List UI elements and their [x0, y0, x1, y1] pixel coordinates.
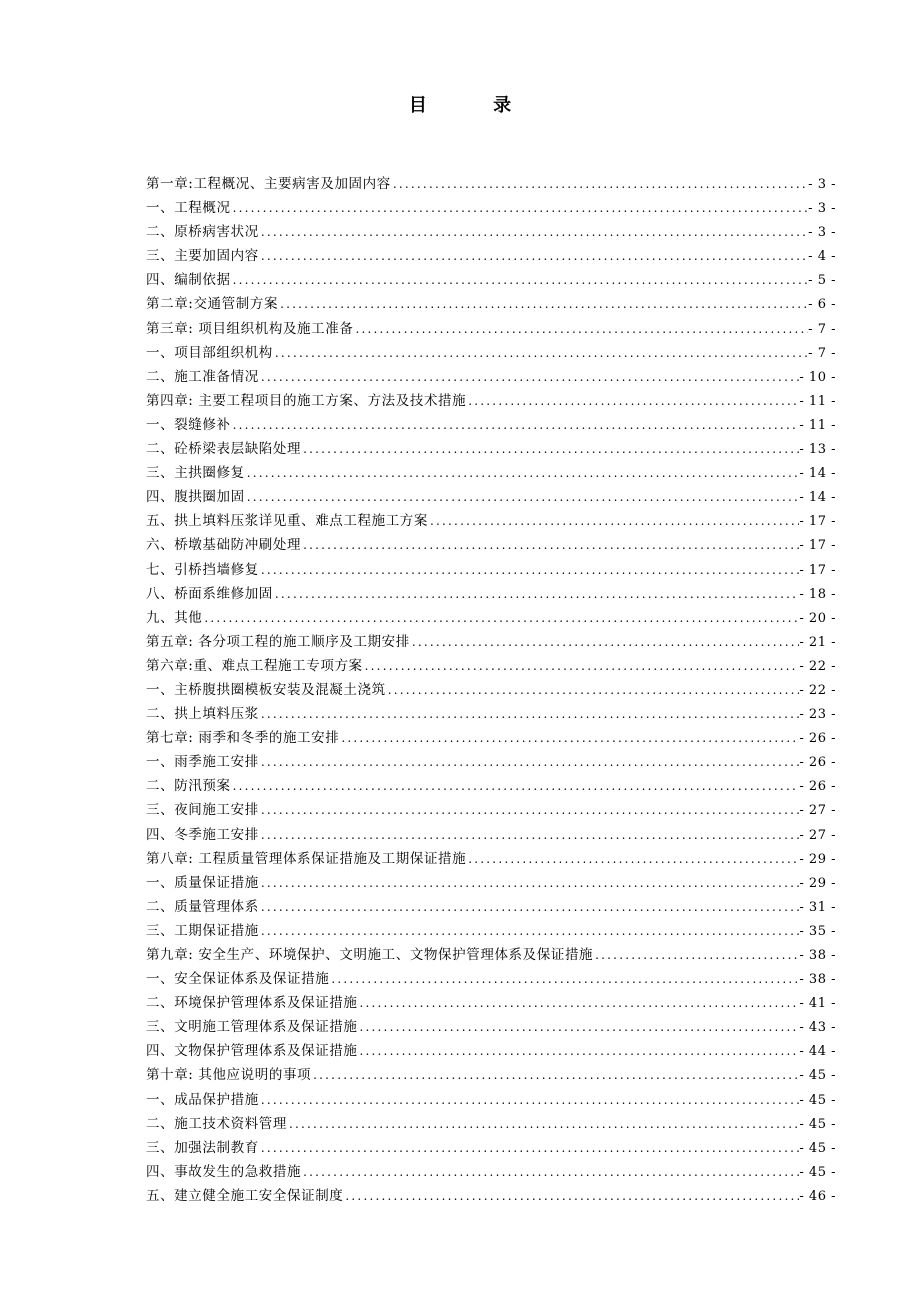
toc-dot-leader [259, 798, 800, 822]
toc-entry-page-number: - 3 - [808, 225, 836, 241]
toc-dot-leader [593, 943, 799, 967]
toc-entry[interactable] [146, 268, 836, 292]
toc-entry-page-number: - 41 - [799, 996, 836, 1012]
toc-dot-leader [428, 509, 799, 533]
toc-entry-title: 第四章: 主要工程项目的施工方案、方法及技术措施 [146, 392, 467, 409]
toc-dot-leader [259, 919, 800, 943]
toc-dot-leader [466, 389, 799, 413]
toc-dot-leader [343, 1184, 799, 1208]
toc-entry[interactable] [146, 991, 836, 1015]
toc-entry[interactable] [146, 967, 836, 991]
toc-dot-leader [259, 244, 808, 268]
toc-dot-leader [278, 292, 808, 316]
toc-entry-title: 二、砼桥梁表层缺陷处理 [146, 441, 302, 458]
toc-entry-title: 一、项目部组织机构 [146, 344, 273, 361]
toc-entry-page-number: - 17 - [799, 538, 836, 554]
toc-entry-page-number: - 11 - [799, 393, 836, 409]
toc-entry-title: 第十章: 其他应说明的事项 [146, 1067, 312, 1084]
toc-entry-title: 二、施工技术资料管理 [146, 1115, 287, 1132]
toc-entry-page-number: - 3 - [808, 177, 836, 192]
toc-entry-title: 三、主拱圈修复 [146, 465, 245, 482]
toc-entry-title: 一、雨季施工安排 [146, 754, 259, 771]
toc-entry-page-number: - 27 - [799, 827, 836, 843]
toc-entry[interactable] [146, 630, 836, 654]
toc-entry-page-number: - 29 - [799, 875, 836, 891]
toc-entry-page-number: - 20 - [799, 610, 836, 626]
page-title: 目 录 [408, 95, 542, 116]
toc-dot-leader [301, 1160, 799, 1184]
toc-entry[interactable] [146, 220, 836, 244]
toc-entry-page-number: - 7 - [808, 321, 836, 337]
toc-entry-page-number: - 17 - [799, 562, 836, 578]
toc-entry-page-number: - 35 - [799, 923, 836, 939]
toc-entry-page-number: - 29 - [799, 851, 836, 867]
toc-entry-page-number: - 14 - [799, 466, 836, 482]
toc-entry[interactable] [146, 1184, 836, 1208]
toc-entry-title: 三、工期保证措施 [146, 922, 259, 939]
toc-entry-title: 七、引桥挡墙修复 [146, 561, 259, 578]
toc-dot-leader [287, 1112, 799, 1136]
toc-entry-title: 二、原桥病害状况 [146, 224, 259, 241]
toc-entry-page-number: - 27 - [799, 803, 836, 819]
toc-entry[interactable] [146, 365, 836, 389]
toc-entry-page-number: - 3 - [808, 201, 836, 217]
toc-entry-title: 第七章: 雨季和冬季的施工安排 [146, 730, 340, 747]
toc-entry-page-number: - 45 - [799, 1068, 836, 1084]
toc-entry-title: 四、事故发生的急救措施 [146, 1163, 302, 1180]
toc-entry-page-number: - 44 - [799, 1044, 836, 1060]
toc-entry-page-number: - 22 - [799, 658, 836, 674]
toc-entry-page-number: - 11 - [799, 417, 836, 433]
toc-entry-title: 四、腹拱圈加固 [146, 489, 245, 506]
toc-dot-leader [245, 461, 800, 485]
toc-entry-title: 四、编制依据 [146, 272, 231, 289]
toc-entry-title: 第一章:工程概况、主要病害及加固内容 [146, 176, 391, 192]
toc-entry-page-number: - 14 - [799, 490, 836, 506]
toc-dot-leader [273, 341, 808, 365]
toc-entry-title: 三、加强法制教育 [146, 1139, 259, 1156]
toc-entry[interactable] [146, 1088, 836, 1112]
toc-entry-page-number: - 26 - [799, 755, 836, 771]
toc-dot-leader [311, 1063, 799, 1087]
toc-entry-page-number: - 22 - [799, 682, 836, 698]
toc-dot-leader [466, 847, 799, 871]
toc-entry[interactable] [146, 196, 836, 220]
toc-dot-leader [231, 774, 800, 798]
toc-entry-title: 三、夜间施工安排 [146, 802, 259, 819]
toc-dot-leader [231, 196, 809, 220]
toc-entry-page-number: - 45 - [799, 1140, 836, 1156]
toc-entry[interactable] [146, 943, 836, 967]
toc-entry[interactable] [146, 533, 836, 557]
toc-dot-leader [202, 606, 799, 630]
toc-entry-title: 一、安全保证体系及保证措施 [146, 971, 330, 988]
toc-entry-page-number: - 7 - [808, 345, 836, 361]
toc-dot-leader [259, 702, 800, 726]
toc-entry[interactable] [146, 437, 836, 461]
toc-entry-title: 二、施工准备情况 [146, 368, 259, 385]
toc-entry-page-number: - 46 - [799, 1188, 836, 1204]
toc-entry-title: 一、质量保证措施 [146, 874, 259, 891]
toc-entry-title: 一、主桥腹拱圈模板安装及混凝土浇筑 [146, 681, 386, 698]
toc-entry-page-number: - 5 - [808, 273, 836, 289]
toc-entry[interactable] [146, 582, 836, 606]
toc-entry-page-number: - 45 - [799, 1092, 836, 1108]
toc-dot-leader [259, 558, 800, 582]
toc-dot-leader [386, 678, 800, 702]
toc-dot-leader [245, 485, 800, 509]
toc-entry[interactable] [146, 654, 836, 678]
toc-entry-page-number: - 23 - [799, 707, 836, 723]
toc-entry-page-number: - 4 - [808, 249, 836, 265]
toc-entry-title: 第六章:重、难点工程施工专项方案 [146, 657, 363, 674]
toc-entry-page-number: - 38 - [799, 972, 836, 988]
toc-dot-leader [259, 220, 808, 244]
toc-entry-title: 第二章:交通管制方案 [146, 296, 279, 313]
toc-entry-page-number: - 21 - [799, 634, 836, 650]
toc-entry-title: 第八章: 工程质量管理体系保证措施及工期保证措施 [146, 850, 467, 867]
toc-entry[interactable] [146, 606, 836, 630]
toc-entry-title: 二、质量管理体系 [146, 898, 259, 915]
toc-entry-page-number: - 18 - [799, 586, 836, 602]
toc-entry-page-number: - 31 - [799, 899, 836, 915]
toc-entry[interactable] [146, 172, 836, 196]
toc-entry[interactable] [146, 558, 836, 582]
toc-dot-leader [259, 750, 800, 774]
toc-dot-leader [410, 630, 800, 654]
toc-entry[interactable] [146, 485, 836, 509]
toc-entry-title: 四、文物保护管理体系及保证措施 [146, 1043, 358, 1060]
toc-entry-title: 六、桥墩基础防冲刷处理 [146, 537, 302, 554]
toc-entry[interactable] [146, 413, 836, 437]
toc-dot-leader [391, 172, 808, 196]
toc-entry-title: 第三章: 项目组织机构及施工准备 [146, 320, 354, 337]
toc-entry-title: 第九章: 安全生产、环境保护、文明施工、文物保护管理体系及保证措施 [146, 947, 594, 963]
toc-dot-leader [358, 1015, 800, 1039]
toc-entry[interactable] [146, 871, 836, 895]
toc-entry[interactable] [146, 798, 836, 822]
toc-entry-title: 一、裂缝修补 [146, 416, 231, 433]
toc-entry-title: 五、拱上填料压浆详见重、难点工程施工方案 [146, 513, 428, 530]
toc-entry[interactable] [146, 292, 836, 316]
toc-entry-page-number: - 45 - [799, 1164, 836, 1180]
toc-entry-title: 九、其他 [146, 609, 203, 626]
toc-entry-title: 二、防汛预案 [146, 778, 231, 795]
toc-dot-leader [329, 967, 799, 991]
toc-dot-leader [259, 1088, 800, 1112]
toc-dot-leader [301, 533, 799, 557]
toc-dot-leader [273, 582, 800, 606]
toc-entry-page-number: - 45 - [799, 1116, 836, 1132]
toc-entry[interactable] [146, 317, 836, 341]
toc-dot-leader [301, 437, 799, 461]
toc-entry[interactable] [146, 750, 836, 774]
toc-entry[interactable] [146, 678, 836, 702]
toc-entry[interactable] [146, 1136, 836, 1160]
toc-dot-leader [259, 1136, 800, 1160]
toc-entry[interactable] [146, 702, 836, 726]
toc-entry-page-number: - 10 - [799, 369, 836, 385]
toc-entry[interactable] [146, 1015, 836, 1039]
toc-entry[interactable] [146, 895, 836, 919]
toc-entry[interactable] [146, 1160, 836, 1184]
toc-entry[interactable] [146, 847, 836, 871]
toc-dot-leader [353, 317, 808, 341]
toc-entry-page-number: - 13 - [799, 442, 836, 458]
toc-entry-title: 二、环境保护管理体系及保证措施 [146, 995, 358, 1012]
toc-entry-title: 五、建立健全施工安全保证制度 [146, 1187, 344, 1204]
toc-dot-leader [363, 654, 800, 678]
toc-entry-page-number: - 17 - [799, 514, 836, 530]
toc-entry-title: 一、工程概况 [146, 200, 231, 217]
toc-entry[interactable] [146, 341, 836, 365]
toc-entry-page-number: - 43 - [799, 1020, 836, 1036]
toc-entry-page-number: - 26 - [799, 779, 836, 795]
toc-entry-title: 第五章: 各分项工程的施工顺序及工期安排 [146, 633, 410, 650]
toc-entry[interactable] [146, 1039, 836, 1063]
toc-entry-page-number: - 26 - [799, 731, 836, 747]
toc-list [146, 172, 836, 1208]
toc-dot-leader [358, 991, 800, 1015]
toc-entry[interactable] [146, 1063, 836, 1087]
toc-entry-title: 三、文明施工管理体系及保证措施 [146, 1019, 358, 1036]
toc-dot-leader [259, 871, 800, 895]
toc-entry[interactable] [146, 823, 836, 847]
toc-dot-leader [358, 1039, 800, 1063]
toc-entry-title: 一、成品保护措施 [146, 1091, 259, 1108]
toc-entry[interactable] [146, 389, 836, 413]
toc-entry[interactable] [146, 509, 836, 533]
toc-dot-leader [259, 365, 800, 389]
toc-entry-page-number: - 6 - [808, 297, 836, 313]
toc-dot-leader [259, 823, 800, 847]
toc-entry[interactable] [146, 919, 836, 943]
toc-entry[interactable] [146, 1112, 836, 1136]
toc-dot-leader [259, 895, 800, 919]
toc-entry[interactable] [146, 774, 836, 798]
toc-entry[interactable] [146, 726, 836, 750]
toc-entry[interactable] [146, 461, 836, 485]
toc-dot-leader [339, 726, 799, 750]
toc-entry-title: 二、拱上填料压浆 [146, 706, 259, 723]
toc-entry-title: 四、冬季施工安排 [146, 826, 259, 843]
toc-dot-leader [231, 413, 800, 437]
toc-entry[interactable] [146, 244, 836, 268]
toc-entry-page-number: - 38 - [799, 948, 836, 963]
toc-dot-leader [231, 268, 809, 292]
toc-entry-title: 八、桥面系维修加固 [146, 585, 273, 602]
toc-entry-title: 三、主要加固内容 [146, 248, 259, 265]
